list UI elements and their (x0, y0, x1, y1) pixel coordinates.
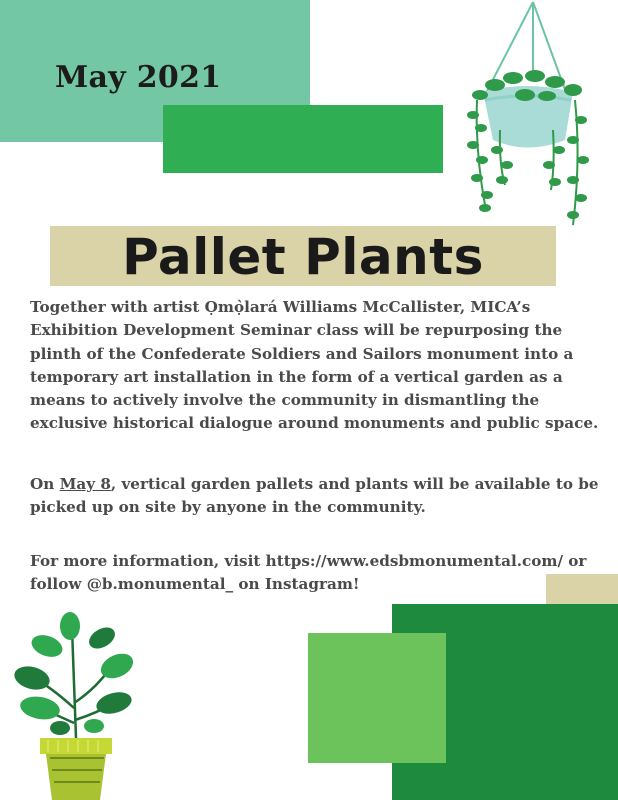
hanging-plant-icon (455, 0, 595, 235)
info-paragraph: For more information, visit https://www.edsbmonumental.com/ or follow @b.monumental_ on Instagram! (30, 552, 587, 594)
date-heading: May 2021 (55, 60, 222, 95)
potted-plant-icon (12, 608, 142, 800)
pickup-suffix: , vertical garden pallets and plants will be available to be picked up on site by anyone in the community. (30, 475, 599, 517)
green-accent-bar (163, 105, 443, 173)
light-green-block (308, 633, 446, 763)
pickup-prefix: On (30, 475, 60, 493)
intro-paragraph: Together with artist Ọmọ̀lará Williams McCallister, MICA’s Exhibition Development Seminar class will be repurposing the plinth of the Confederate Soldiers and Sailors monument into a temporary art installation in the form of a vertical garden as a means to actively involve the community in dismantling the exclusive historical dialogue around monuments and public space. (30, 298, 599, 433)
page-title: Pallet Plants (122, 228, 484, 286)
pickup-paragraph (30, 473, 600, 520)
pickup-date: May 8 (59, 475, 111, 493)
